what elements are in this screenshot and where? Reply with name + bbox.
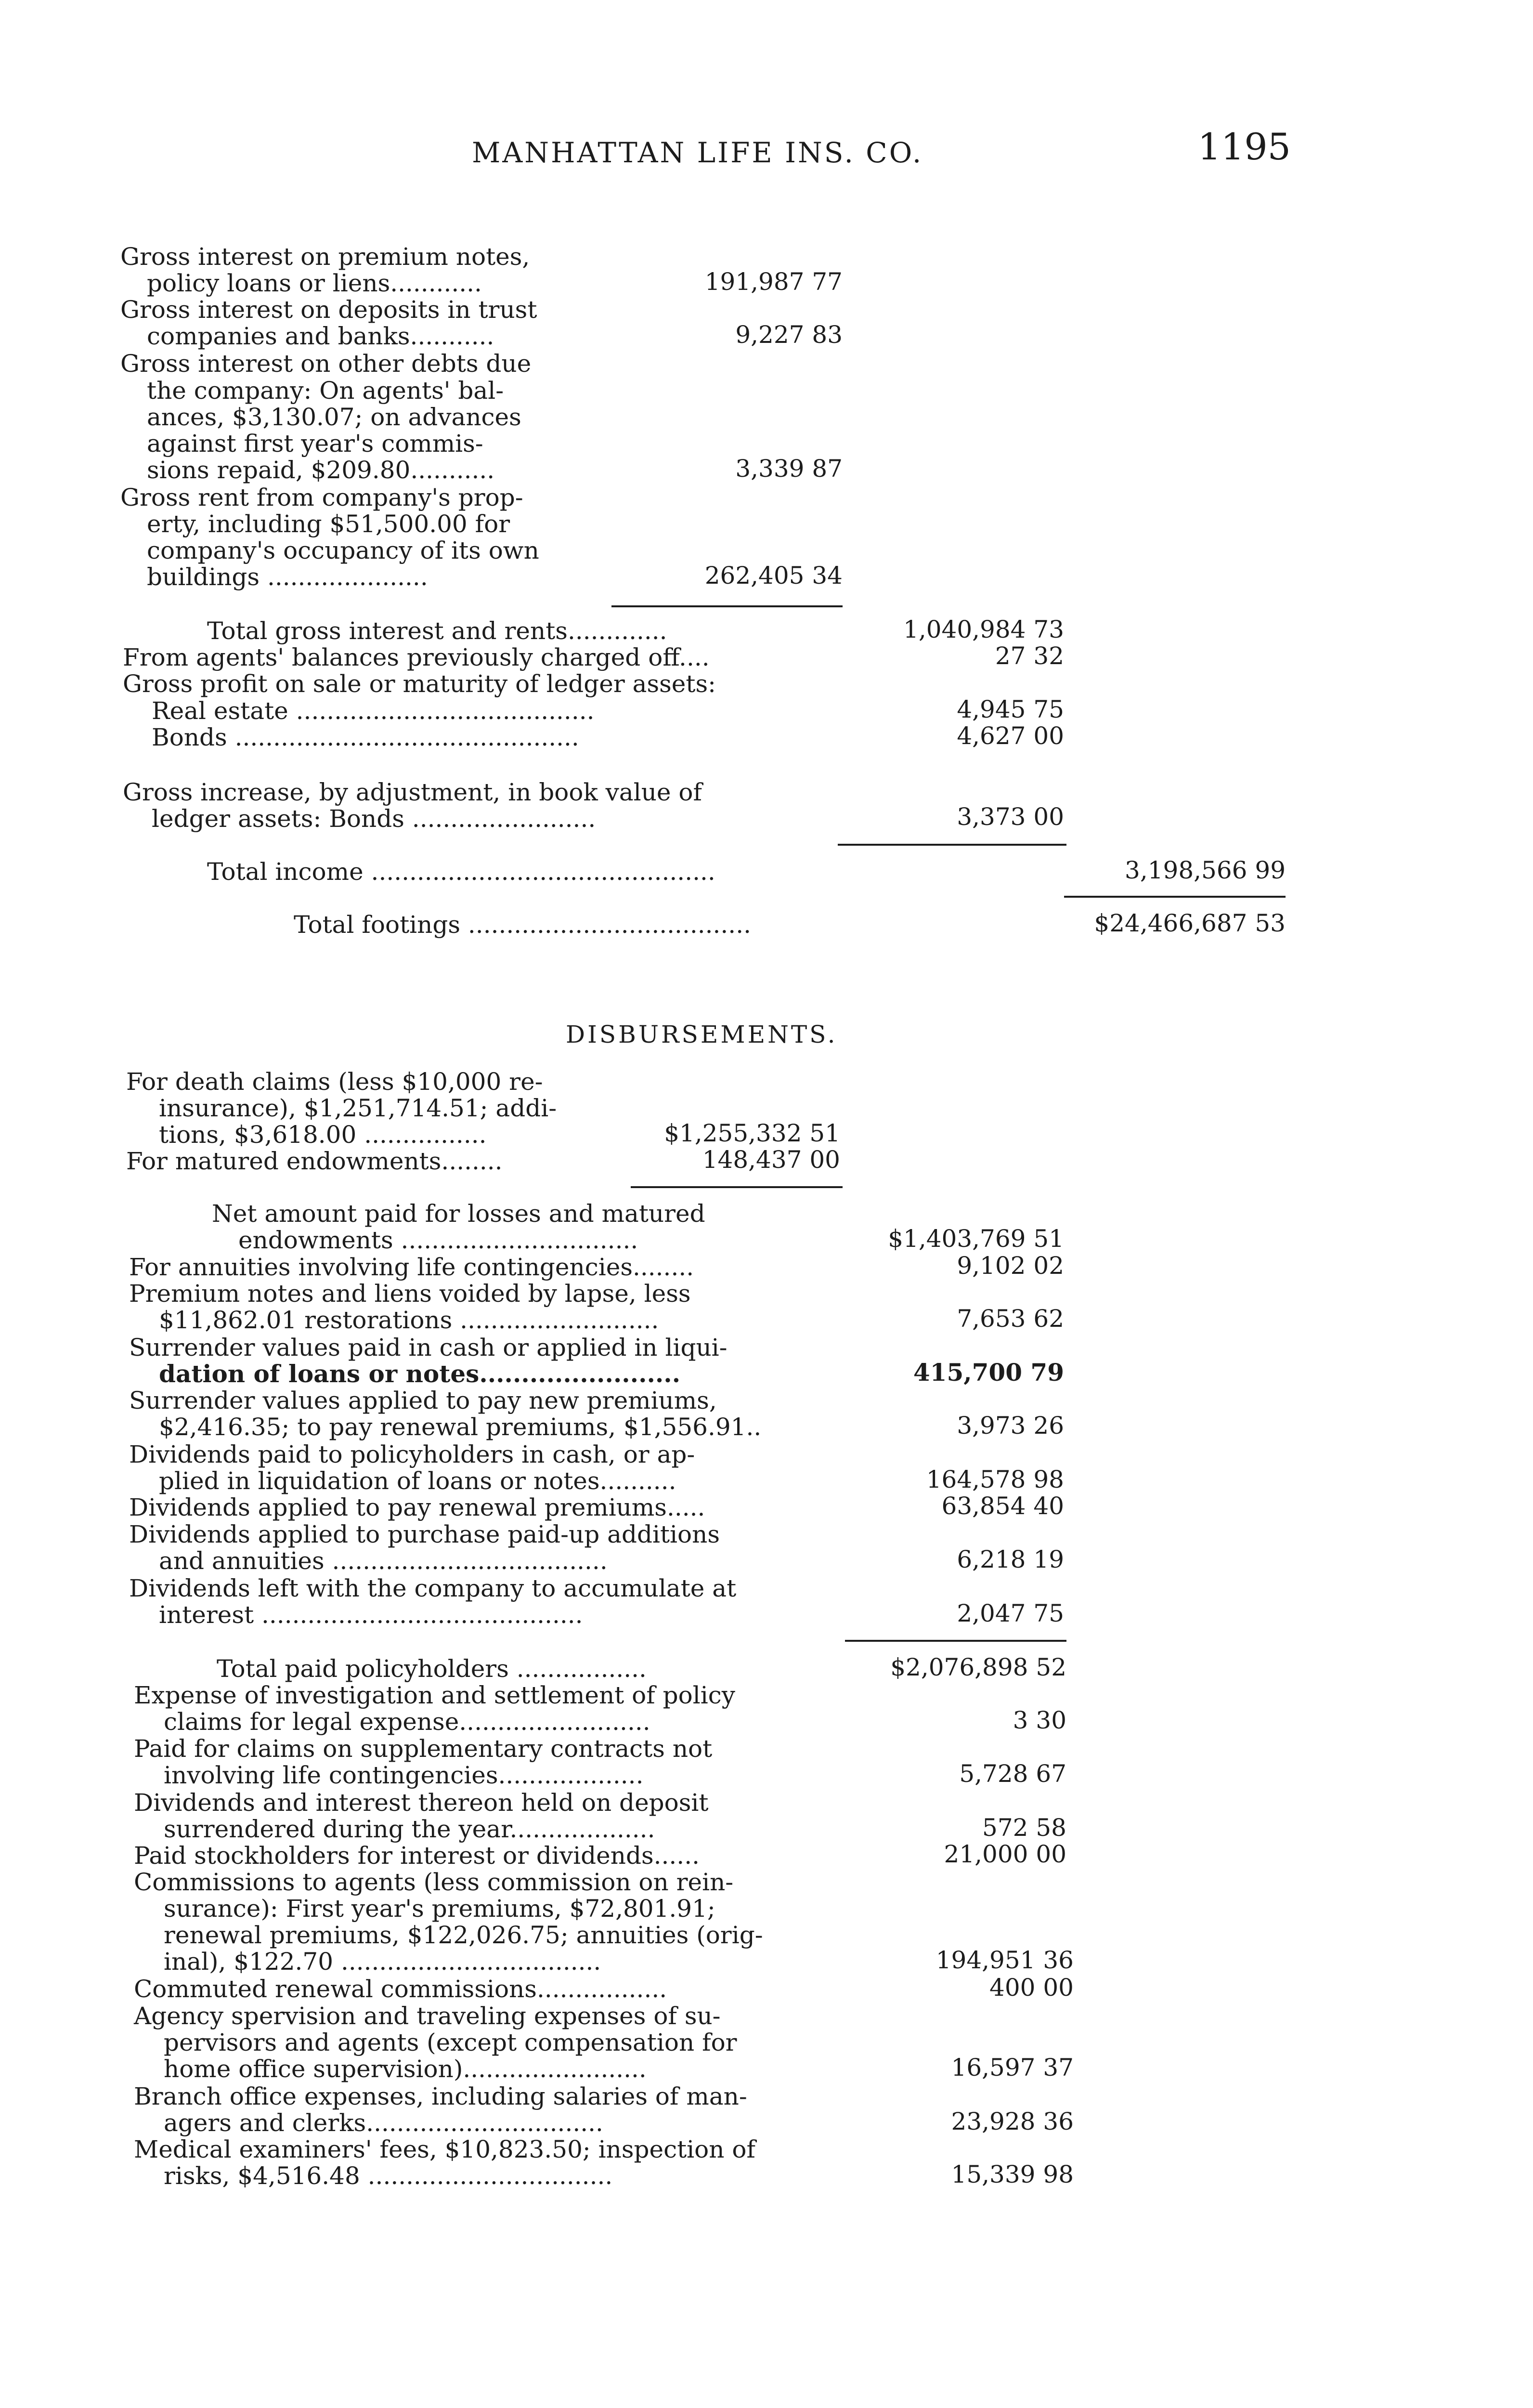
- text-line: Dividends left with the company to accumulate at: [129, 1574, 737, 1602]
- text-line: tions, $3,618.00 ................: [159, 1121, 487, 1149]
- text-line: Real estate .......................................: [152, 697, 595, 725]
- text-line: dation of loans or notes........................: [159, 1360, 681, 1388]
- text-line: Gross interest on other debts due: [120, 350, 532, 378]
- amount: 194,951 36: [935, 1946, 1074, 1974]
- running-title: MANHATTAN LIFE INS. CO.: [472, 136, 923, 169]
- text-line: Gross interest on deposits in trust: [120, 296, 537, 324]
- text-line: companies and banks...........: [147, 322, 494, 350]
- amount: $1,255,332 51: [664, 1119, 840, 1147]
- column-rule: [845, 1640, 1066, 1642]
- text-line: Gross profit on sale or maturity of ledger assets:: [123, 670, 716, 698]
- text-line: interest ..........................................: [159, 1601, 583, 1629]
- text-line: Commissions to agents (less commission on rein-: [134, 1868, 734, 1896]
- amount: $24,466,687 53: [1094, 909, 1286, 937]
- text-line: Paid for claims on supplementary contracts not: [134, 1735, 713, 1763]
- text-line: Dividends and interest thereon held on deposit: [134, 1789, 709, 1817]
- text-line: $2,416.35; to pay renewal premiums, $1,556.91..: [159, 1413, 762, 1441]
- text-line: For death claims (less $10,000 re-: [126, 1068, 543, 1096]
- amount: 21,000 00: [944, 1840, 1066, 1868]
- amount: 23,928 36: [951, 2107, 1074, 2135]
- page-number: 1195: [1197, 125, 1291, 168]
- amount: 3,973 26: [957, 1412, 1064, 1440]
- text-line: inal), $122.70 ..................................: [164, 1948, 601, 1976]
- amount: $1,403,769 51: [888, 1225, 1064, 1253]
- text-line: pervisors and agents (except compensation for: [164, 2028, 737, 2056]
- text-line: $11,862.01 restorations ..........................: [159, 1306, 659, 1334]
- amount: 27 32: [995, 642, 1064, 670]
- text-line: Premium notes and liens voided by lapse, less: [129, 1280, 691, 1308]
- text-line: From agents' balances previously charged off....: [123, 643, 710, 671]
- text-line: Medical examiners' fees, $10,823.50; inspection of: [134, 2135, 755, 2163]
- amount: 16,597 37: [951, 2054, 1074, 2081]
- column-rule: [631, 1186, 843, 1188]
- text-line: erty, including $51,500.00 for: [147, 510, 510, 538]
- text-line: buildings .....................: [147, 563, 428, 591]
- amount: 9,227 83: [735, 321, 843, 349]
- text-line: claims for legal expense.........................: [164, 1708, 650, 1736]
- amount: 15,339 98: [951, 2160, 1074, 2188]
- text-line: Total gross interest and rents.............: [207, 617, 667, 645]
- amount: 6,218 19: [957, 1545, 1064, 1573]
- text-line: ances, $3,130.07; on advances: [147, 403, 521, 431]
- text-line: endowments ...............................: [238, 1226, 638, 1254]
- text-line: ledger assets: Bonds ........................: [152, 805, 596, 833]
- text-line: Net amount paid for losses and matured: [212, 1200, 705, 1228]
- text-line: Branch office expenses, including salaries of man-: [134, 2082, 747, 2110]
- amount: 191,987 77: [704, 268, 843, 296]
- amount: 5,728 67: [959, 1760, 1066, 1788]
- text-line: Surrender values paid in cash or applied in liqui-: [129, 1334, 728, 1361]
- text-line: and annuities ....................................: [159, 1547, 608, 1575]
- text-line: company's occupancy of its own: [147, 537, 539, 564]
- amount: 262,405 34: [704, 562, 843, 589]
- text-line: involving life contingencies...................: [164, 1761, 644, 1789]
- text-line: Gross increase, by adjustment, in book value of: [123, 778, 702, 806]
- amount: 3,198,566 99: [1125, 856, 1286, 884]
- amount: 2,047 75: [957, 1599, 1064, 1627]
- text-line: Expense of investigation and settlement of policy: [134, 1681, 735, 1709]
- amount: 9,102 02: [957, 1252, 1064, 1280]
- text-line: renewal premiums, $122,026.75; annuities (orig-: [164, 1921, 763, 1949]
- amount: 415,700 79: [913, 1358, 1064, 1387]
- amount: $2,076,898 52: [890, 1653, 1066, 1681]
- text-line: Bonds .............................................: [152, 723, 579, 751]
- text-line: plied in liquidation of loans or notes..........: [159, 1467, 676, 1495]
- amount: 3,339 87: [735, 455, 843, 483]
- text-line: surance): First year's premiums, $72,801.91;: [164, 1895, 715, 1923]
- text-line: agers and clerks...............................: [164, 2109, 603, 2137]
- text-line: the company: On agents' bal-: [147, 377, 504, 405]
- amount: 7,653 62: [957, 1305, 1064, 1333]
- text-line: Surrender values applied to pay new premiums,: [129, 1387, 717, 1414]
- amount: 148,437 00: [702, 1146, 840, 1174]
- text-line: sions repaid, $209.80...........: [147, 456, 495, 484]
- text-line: Dividends applied to pay renewal premiums.....: [129, 1493, 705, 1521]
- amount: 3 30: [1013, 1706, 1066, 1734]
- amount: 164,578 98: [926, 1466, 1064, 1493]
- text-line: Gross rent from company's prop-: [120, 484, 523, 511]
- text-line: For annuities involving life contingencies........: [129, 1253, 694, 1281]
- amount: 63,854 40: [941, 1492, 1064, 1520]
- amount: 400 00: [989, 1974, 1074, 2002]
- text-line: policy loans or liens............: [147, 269, 482, 297]
- text-line: Paid stockholders for interest or dividends......: [134, 1842, 700, 1870]
- text-line: Gross interest on premium notes,: [120, 243, 530, 271]
- text-line: Total paid policyholders .................: [217, 1655, 647, 1683]
- text-line: home office supervision)........................: [164, 2055, 647, 2083]
- text-line: surrendered during the year...................: [164, 1815, 655, 1843]
- text-line: against first year's commis-: [147, 430, 483, 458]
- disbursements-heading: DISBURSEMENTS.: [566, 1021, 838, 1048]
- amount: 4,627 00: [957, 722, 1064, 750]
- text-line: Dividends applied to purchase paid-up additions: [129, 1520, 720, 1548]
- column-rule: [838, 844, 1066, 846]
- column-rule: [1064, 896, 1286, 898]
- text-line: risks, $4,516.48 ................................: [164, 2162, 613, 2190]
- text-line: Agency spervision and traveling expenses of su-: [134, 2002, 721, 2030]
- amount: 3,373 00: [957, 803, 1064, 831]
- text-line: insurance), $1,251,714.51; addi-: [159, 1094, 557, 1122]
- amount: 1,040,984 73: [903, 615, 1064, 643]
- text-line: Dividends paid to policyholders in cash, or ap-: [129, 1440, 695, 1468]
- text-line: Total footings .....................................: [294, 911, 751, 939]
- text-line: Total income .............................................: [207, 858, 715, 886]
- amount: 572 58: [982, 1814, 1066, 1842]
- text-line: Commuted renewal commissions.................: [134, 1975, 667, 2003]
- text-line: For matured endowments........: [126, 1147, 503, 1175]
- column-rule: [611, 605, 843, 607]
- amount: 4,945 75: [957, 695, 1064, 723]
